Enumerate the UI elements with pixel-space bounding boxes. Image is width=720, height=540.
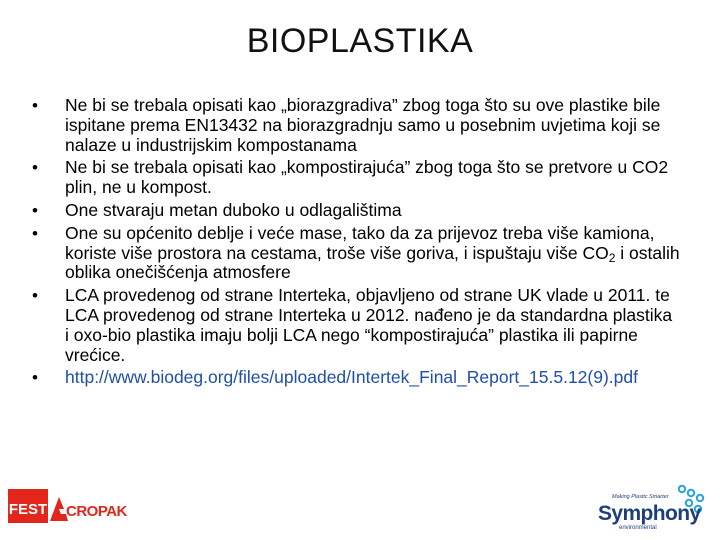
bullet-text-part: One su općenito deblje i veće mase, tako da za prijevoz treba više kamiona, koriste više prostora na cestama, troše više goriva, i ispuštaju više CO: [65, 222, 655, 263]
symphony-wordmark: Symphony: [598, 502, 701, 525]
bullet-item: [30, 96, 680, 155]
bullet-text-part: i ostalih oblika onečišćenja atmosfere: [65, 242, 680, 283]
festcropak-logo: [8, 487, 127, 527]
bullet-dot: •: [32, 223, 38, 243]
bullet-text: One stvaraju metan duboko u odlagalištima: [65, 199, 402, 220]
bullet-dot: •: [32, 158, 38, 178]
bullet-item: [30, 286, 680, 365]
slide-title: BIOPLASTIKA: [246, 22, 474, 60]
bullet-text: [65, 223, 680, 283]
bullet-item-link[interactable]: [30, 368, 680, 388]
bullet-item: [30, 224, 680, 283]
bullet-list: [30, 96, 680, 391]
symphony-logo: [596, 484, 714, 534]
bullet-text: Ne bi se trebala opisati kao „biorazgradiva” zbog toga što su ove plastike bile ispitane prema EN13432 na biorazgradnju samo u posebnim uvjetima koji se nalaze u industrijskim kompostanama: [65, 95, 661, 155]
bullet-dot: •: [32, 286, 38, 306]
fest-wordmark: FEST: [8, 501, 48, 518]
subscript-2: 2: [608, 250, 616, 265]
bullet-dot: •: [32, 368, 38, 388]
report-link[interactable]: http://www.biodeg.org/files/uploaded/Intertek_Final_Report_15.5.12(9).pdf: [65, 367, 638, 388]
bullet-text: LCA provedenog od strane Interteka, objavljeno od strane UK vlade u 2011. te LCA provedenog od strane Interteka u 2012. nađeno je da standardna plastika i oxo-bio plastika imaju bolji LCA nego “kompostirajuća” plastika ili papirne vrećice.: [65, 285, 673, 365]
bullet-dot: •: [32, 200, 38, 220]
cropak-wordmark: CROPAK: [66, 503, 127, 520]
symphony-tagline: Making Plastic Smarter: [612, 494, 669, 500]
symphony-subtitle: environmental: [619, 525, 657, 531]
bullet-dot: •: [32, 96, 38, 115]
bullet-item: [30, 201, 680, 221]
bullet-text: Ne bi se trebala opisati kao „kompostirajuća” zbog toga što se pretvore u CO2 plin, ne u kompost.: [65, 157, 669, 198]
bullet-item: [30, 158, 680, 198]
